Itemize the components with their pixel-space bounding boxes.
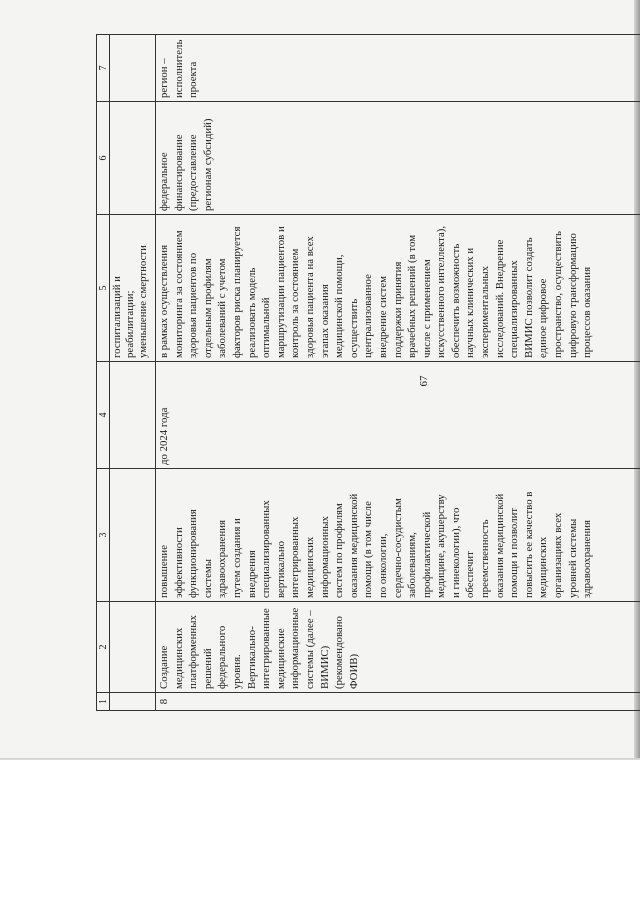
measures-table xyxy=(96,34,640,711)
table-cell xyxy=(110,693,156,711)
column-number: 1 xyxy=(97,693,110,711)
expected-result-cell: в рамках осуществления мониторинга за состоянием здоровья пациентов по отдельным профилям заболеваний с учетом факторов риска планируется реализовать модель оптимальной маршрутизации пациентов и контроль за состоянием здоровья пациента на всех этапах оказания медицинской помощи, осуществить централизованное внедрение систем поддержки принятия врачебных решений (в том числе с применением искусственного интеллекта), обеспечить возможность научных клинических и экспериментальных исследований. Внедрение специализированных ВИМИС позволит создать единое цифровое пространство, осуществить цифровую трансформацию процессов оказания xyxy=(156,215,640,362)
column-number: 7 xyxy=(97,35,110,102)
column-number: 4 xyxy=(97,362,110,469)
page-number: 67 xyxy=(418,375,430,387)
funding-cell: федеральное финансирование (предоставление регионам субсидий) xyxy=(156,102,640,215)
executor-cell: регион – исполнитель проекта xyxy=(156,35,640,102)
column-number: 3 xyxy=(97,469,110,602)
continued-row xyxy=(110,35,156,711)
deadline-cell: до 2024 года xyxy=(156,362,640,469)
scan-bottom-edge xyxy=(0,758,640,760)
column-number-row xyxy=(97,35,110,711)
column-number: 6 xyxy=(97,102,110,215)
column-number: 5 xyxy=(97,215,110,362)
table-cell xyxy=(110,602,156,693)
row-number: 8 xyxy=(156,693,640,711)
measure-name-cell: Создание медицинских платформенных решений федерального уровня. Вертикально- интегрированные медицинские информационные системы (далее – ВИМИС) (рекомендовано ФОИВ) xyxy=(156,602,640,693)
rotated-table-content xyxy=(96,35,640,711)
column-number: 2 xyxy=(97,602,110,693)
continued-result-cell: госпитализаций и реабилитации; уменьшение смертности xyxy=(110,215,156,362)
table-row xyxy=(156,35,640,711)
goal-cell: повышение эффективности функционирования системы здравоохранения путем создания и внедрения специализированных вертикально интегрированных медицинских информационных систем по профилям оказания медицинской помощи (в том числе по онкологии, сердечно-сосудистым заболеваниям, профилактической медицине, акушерству и гинекологии), что обеспечит преемственность оказания медицинской помощи и позволит повысить ее качество в медицинских организациях всех уровней системы здравоохранения xyxy=(156,469,640,602)
table-cell xyxy=(110,469,156,602)
table-cell xyxy=(110,102,156,215)
table-cell xyxy=(110,35,156,102)
rotated-table-frame xyxy=(96,35,640,705)
table-cell xyxy=(110,362,156,469)
